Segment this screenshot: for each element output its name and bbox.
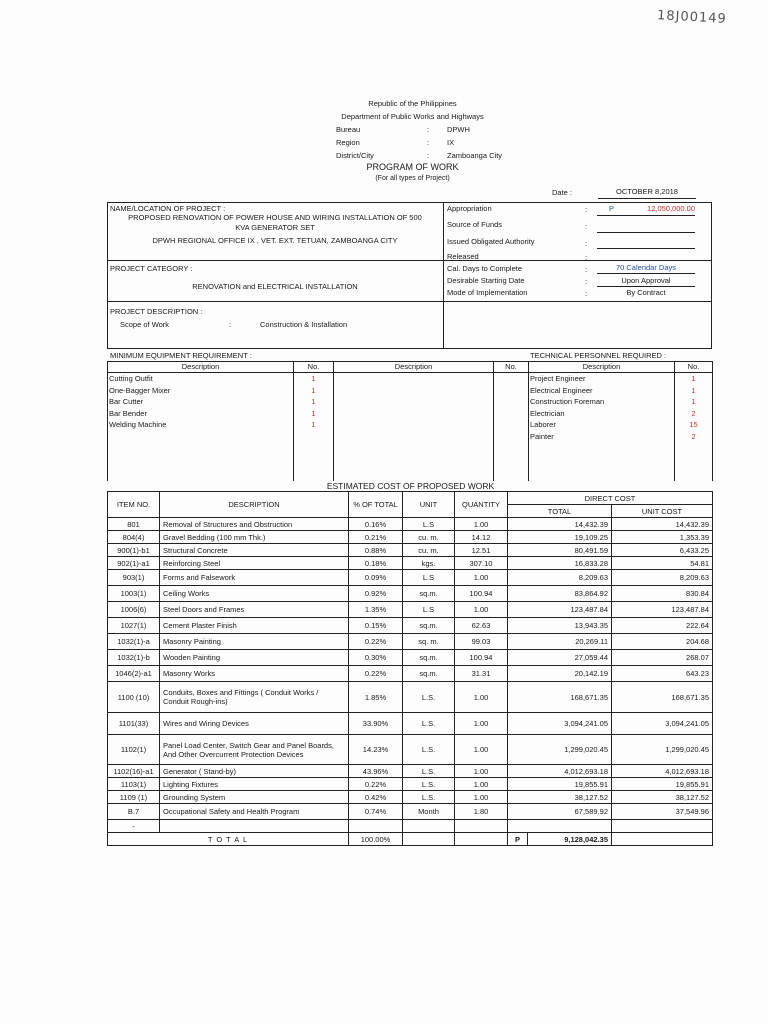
item-unit-cost: 168,671.35 (612, 682, 713, 713)
item-qty: 100.94 (455, 586, 508, 602)
item-pct (349, 820, 403, 833)
item-desc: Occupational Safety and Health Program (160, 804, 349, 820)
col-description: DESCRIPTION (160, 492, 349, 518)
item-desc: Generator ( Stand-by) (160, 765, 349, 778)
item-qty (455, 820, 508, 833)
item-total (508, 820, 612, 833)
item-unit: L.S. (403, 778, 455, 791)
item-pct: 14.23% (349, 735, 403, 765)
item-pct: 1.35% (349, 602, 403, 618)
item-qty: 1.80 (455, 804, 508, 820)
item-unit: L.S (403, 570, 455, 586)
item-desc: Ceiling Works (160, 586, 349, 602)
item-no: 903(1) (108, 570, 160, 586)
table-row (108, 804, 713, 820)
starting-value: Upon Approval (621, 276, 671, 285)
item-unit: sq.m. (403, 618, 455, 634)
district-colon: : (427, 151, 430, 160)
date-underline (598, 198, 696, 199)
col-pct: % OF TOTAL (349, 492, 403, 518)
item-total: 38,127.52 (508, 791, 612, 804)
col-unit-cost: UNIT COST (612, 505, 713, 518)
region-value: IX (447, 138, 455, 147)
item-total: 20,269.11 (508, 634, 612, 650)
personnel-item: Electrician (530, 408, 565, 418)
item-desc: Structural Concrete (160, 544, 349, 557)
cost-title: ESTIMATED COST OF PROPOSED WORK (326, 481, 495, 491)
item-unit: L.S. (403, 735, 455, 765)
item-desc: Removal of Structures and Obstruction (160, 518, 349, 531)
personnel-item: Painter (530, 431, 554, 441)
released-colon: : (585, 253, 588, 262)
appropriation-label: Appropriation (447, 204, 492, 213)
total-pct: 100.00% (349, 833, 403, 846)
item-total: 19,109.25 (508, 531, 612, 544)
item-pct: 0.15% (349, 618, 403, 634)
issued-colon: : (585, 239, 588, 248)
item-unit: sq. m. (403, 634, 455, 650)
personnel-item-no: 1 (691, 397, 696, 406)
project-name-line2: KVA GENERATOR SET (235, 223, 315, 232)
item-desc: Cement Plaster Finish (160, 618, 349, 634)
bureau-value: DPWH (447, 125, 470, 134)
item-total: 3,094,241.05 (508, 713, 612, 735)
table-row (108, 602, 713, 618)
table-row (108, 735, 713, 765)
appropriation-value: 12,050,000.00 (647, 204, 695, 213)
item-no: 1032(1)-a (108, 634, 160, 650)
personnel-item: Laborer (530, 420, 556, 429)
item-no: 804(4) (108, 531, 160, 544)
item-qty: 99.03 (455, 634, 508, 650)
item-total: 19,855.91 (508, 778, 612, 791)
district-label: District/City (336, 151, 374, 160)
table-row (108, 586, 713, 602)
item-qty: 307.10 (455, 557, 508, 570)
item-pct: 0.30% (349, 650, 403, 666)
table-row (108, 618, 713, 634)
item-unit-cost: 54.81 (612, 557, 713, 570)
item-total: 1,299,020.45 (508, 735, 612, 765)
equipment-item: Welding Machine (109, 420, 167, 429)
col-item-no: ITEM NO. (108, 492, 160, 518)
item-pct: 0.22% (349, 778, 403, 791)
item-unit-cost: 830.84 (612, 586, 713, 602)
project-name-label: NAME/LOCATION OF PROJECT : (110, 204, 226, 213)
middle-col-no: No. (505, 362, 517, 371)
source-colon: : (585, 222, 588, 231)
bureau-colon: : (427, 125, 430, 134)
table-row (108, 778, 713, 791)
equipment-col-no: No. (307, 362, 320, 371)
appropriation-peso: P (609, 204, 615, 213)
item-desc: Masonry Works (160, 666, 349, 682)
table-row (108, 650, 713, 666)
item-qty: 1.00 (455, 682, 508, 713)
personnel-item: Electrical Engineer (530, 385, 593, 395)
personnel-item-no: 2 (691, 408, 696, 418)
item-total: 67,589.92 (508, 804, 612, 820)
item-unit-cost: 643.23 (612, 666, 713, 682)
header-line2: Department of Public Works and Highways (341, 112, 484, 121)
item-total: 27,059.44 (508, 650, 612, 666)
equipment-item-no: 1 (311, 420, 316, 429)
mode-label: Mode of Implementation (447, 288, 528, 297)
equipment-item-no: 1 (311, 374, 316, 383)
item-desc (160, 820, 349, 833)
bureau-label: Bureau (336, 125, 361, 134)
table-row (108, 570, 713, 586)
issued-label: Issued Obligated Authority (447, 237, 535, 246)
item-qty: 1.00 (455, 735, 508, 765)
item-no: 1100 (10) (108, 682, 160, 713)
personnel-item-no: 1 (691, 385, 696, 395)
mode-colon: : (585, 289, 588, 298)
item-unit-cost: 37,549.96 (612, 804, 713, 820)
equipment-title: MINIMUM EQUIPMENT REQUIREMENT : (110, 351, 252, 360)
table-row (108, 544, 713, 557)
scope-label: Scope of Work (120, 320, 170, 329)
equipment-item-no: 1 (311, 385, 316, 395)
personnel-item: Project Engineer (530, 374, 586, 383)
item-total: 168,671.35 (508, 682, 612, 713)
item-no: 1103(1) (108, 778, 160, 791)
region-label: Region (336, 138, 360, 147)
equipment-item: Bar Cutter (109, 397, 144, 406)
item-qty: 1.00 (455, 602, 508, 618)
item-total: 80,491.59 (508, 544, 612, 557)
page-subtitle: (For all types of Project) (375, 175, 450, 182)
item-no: 1003(1) (108, 586, 160, 602)
table-row (108, 765, 713, 778)
item-pct: 0.22% (349, 634, 403, 650)
col-quantity: QUANTITY (455, 492, 508, 518)
item-desc: Steel Doors and Frames (160, 602, 349, 618)
item-qty: 14.12 (455, 531, 508, 544)
item-total: 16,833.28 (508, 557, 612, 570)
personnel-item-no: 2 (691, 431, 696, 441)
item-pct: 0.22% (349, 666, 403, 682)
mode-value: By Contract (626, 288, 666, 297)
item-desc: Wooden Painting (160, 650, 349, 666)
item-unit-cost: 38,127.52 (612, 791, 713, 804)
date-value: OCTOBER 8,2018 (616, 187, 678, 196)
total-value: 9,128,042.35 (528, 833, 612, 846)
item-unit: Month (403, 804, 455, 820)
total-label: T O T A L (108, 833, 349, 846)
item-pct: 0.92% (349, 586, 403, 602)
item-unit: cu. m. (403, 531, 455, 544)
cost-table (107, 491, 713, 846)
date-label: Date : (552, 188, 573, 197)
item-qty: 1.00 (455, 713, 508, 735)
appropriation-colon: : (585, 205, 588, 214)
total-row (108, 833, 713, 846)
starting-colon: : (585, 277, 588, 286)
item-no: 900(1)-b1 (108, 544, 160, 557)
item-pct: 0.88% (349, 544, 403, 557)
item-pct: 0.09% (349, 570, 403, 586)
item-qty: 62.63 (455, 618, 508, 634)
item-desc: Masonry Painting (160, 634, 349, 650)
table-row (108, 557, 713, 570)
item-total: 8,209.63 (508, 570, 612, 586)
item-desc: Wires and Wiring Devices (160, 713, 349, 735)
item-unit: L.S. (403, 682, 455, 713)
item-pct: 1.85% (349, 682, 403, 713)
item-unit-cost: 204.68 (612, 634, 713, 650)
item-unit-cost: 1,353.39 (612, 531, 713, 544)
equipment-item: One-Bagger Mixer (109, 385, 171, 395)
item-total: 20,142.19 (508, 666, 612, 682)
equipment-col-description: Description (181, 362, 220, 371)
source-label: Source of Funds (447, 220, 503, 229)
equipment-item: Bar Bender (109, 408, 147, 418)
item-no: 801 (108, 518, 160, 531)
item-unit-cost: 6,433.25 (612, 544, 713, 557)
personnel-item-no: 1 (691, 374, 696, 383)
item-unit-cost: 4,012,693.18 (612, 765, 713, 778)
personnel-title: TECHNICAL PERSONNEL REQUIRED : (530, 351, 667, 360)
item-unit-cost: 19,855.91 (612, 778, 713, 791)
item-total: 83,864.92 (508, 586, 612, 602)
table-row (108, 682, 713, 713)
item-no: 1102(16)-a1 (108, 765, 160, 778)
table-row (108, 531, 713, 544)
cal-days-colon: : (585, 265, 588, 274)
table-row (108, 666, 713, 682)
item-unit: cu. m. (403, 544, 455, 557)
item-unit (403, 820, 455, 833)
personnel-col-description: Description (582, 362, 621, 371)
item-unit: L.S. (403, 713, 455, 735)
col-unit: UNIT (403, 492, 455, 518)
page-title: PROGRAM OF WORK (366, 162, 459, 172)
item-desc: Gravel Bedding (100 mm Thk.) (160, 531, 349, 544)
item-unit: sq.m. (403, 666, 455, 682)
item-unit: sq.m. (403, 650, 455, 666)
item-unit-cost: 123,487.84 (612, 602, 713, 618)
middle-col-description: Description (394, 362, 433, 371)
item-no: - (108, 820, 160, 833)
item-no: 1101(33) (108, 713, 160, 735)
table-row (108, 518, 713, 531)
col-total: TOTAL (508, 505, 612, 518)
item-no: 1006(6) (108, 602, 160, 618)
category-value: RENOVATION and ELECTRICAL INSTALLATION (192, 282, 358, 291)
item-unit: kgs. (403, 557, 455, 570)
item-pct: 0.74% (349, 804, 403, 820)
header-line1: Republic of the Philippines (368, 99, 457, 108)
item-no: 902(1)-a1 (108, 557, 160, 570)
region-colon: : (427, 138, 430, 147)
item-unit-cost: 8,209.63 (612, 570, 713, 586)
item-desc: Lighting Fixtures (160, 778, 349, 791)
item-pct: 0.21% (349, 531, 403, 544)
item-desc: Conduits, Boxes and Fittings ( Conduit Works / Conduit Rough-ins) (160, 682, 349, 713)
category-label: PROJECT CATEGORY : (110, 264, 193, 273)
item-pct: 0.18% (349, 557, 403, 570)
personnel-item-no: 15 (689, 420, 698, 429)
item-total: 123,487.84 (508, 602, 612, 618)
table-row (108, 791, 713, 804)
item-qty: 12.51 (455, 544, 508, 557)
description-label: PROJECT DESCRIPTION : (110, 307, 203, 316)
item-total: 13,943.35 (508, 618, 612, 634)
item-qty: 1.00 (455, 518, 508, 531)
item-unit-cost: 1,299,020.45 (612, 735, 713, 765)
cal-days-label: Cal. Days to Complete (447, 264, 523, 273)
personnel-col-no: No. (687, 362, 700, 371)
item-pct: 0.42% (349, 791, 403, 804)
item-desc: Grounding System (160, 791, 349, 804)
total-peso: P (508, 833, 528, 846)
scope-colon: : (229, 320, 232, 329)
project-name-line1: PROPOSED RENOVATION OF POWER HOUSE AND WIRING INSTALLATION OF 500 (128, 213, 422, 222)
item-qty: 1.00 (455, 791, 508, 804)
item-desc: Reinforcing Steel (160, 557, 349, 570)
equipment-item-no: 1 (311, 408, 316, 418)
district-value: Zamboanga City (447, 151, 503, 160)
item-qty: 31.31 (455, 666, 508, 682)
project-location: DPWH REGIONAL OFFICE IX , VET. EXT. TETUAN, ZAMBOANGA CITY (152, 236, 398, 245)
item-qty: 1.00 (455, 778, 508, 791)
item-total: 4,012,693.18 (508, 765, 612, 778)
item-no: 1109 (1) (108, 791, 160, 804)
item-pct: 33.90% (349, 713, 403, 735)
item-total: 14,432.39 (508, 518, 612, 531)
item-qty: 1.00 (455, 765, 508, 778)
item-unit-cost (612, 820, 713, 833)
item-no: B.7 (108, 804, 160, 820)
col-direct-cost: DIRECT COST (508, 492, 713, 505)
starting-label: Desirable Starting Date (447, 276, 525, 285)
personnel-item: Construction Foreman (530, 397, 605, 406)
cal-days-value: 70 Calendar Days (615, 263, 677, 272)
item-unit-cost: 222.64 (612, 618, 713, 634)
table-row (108, 820, 713, 833)
table-row (108, 634, 713, 650)
handwritten-note: 18J00149 (656, 8, 728, 27)
item-unit-cost: 3,094,241.05 (612, 713, 713, 735)
item-qty: 100.94 (455, 650, 508, 666)
item-unit: L.S. (403, 765, 455, 778)
item-pct: 43.96% (349, 765, 403, 778)
item-desc: Forms and Falsework (160, 570, 349, 586)
scope-value: Construction & Installation (260, 320, 348, 329)
item-unit: L.S (403, 602, 455, 618)
item-unit-cost: 268.07 (612, 650, 713, 666)
released-label: Released (447, 252, 479, 261)
item-unit: sq.m. (403, 586, 455, 602)
item-no: 1102(1) (108, 735, 160, 765)
item-unit: L.S. (403, 791, 455, 804)
item-no: 1027(1) (108, 618, 160, 634)
item-qty: 1.00 (455, 570, 508, 586)
item-pct: 0.16% (349, 518, 403, 531)
equipment-item-no: 1 (311, 397, 316, 406)
item-desc: Panel Load Center, Switch Gear and Panel Boards, And Other Overcurrent Protection Devices (160, 735, 349, 765)
equipment-item: Cutting Outfit (109, 374, 153, 383)
item-no: 1046(2)-a1 (108, 666, 160, 682)
item-no: 1032(1)-b (108, 650, 160, 666)
table-row (108, 713, 713, 735)
item-unit: L.S (403, 518, 455, 531)
item-unit-cost: 14,432.39 (612, 518, 713, 531)
